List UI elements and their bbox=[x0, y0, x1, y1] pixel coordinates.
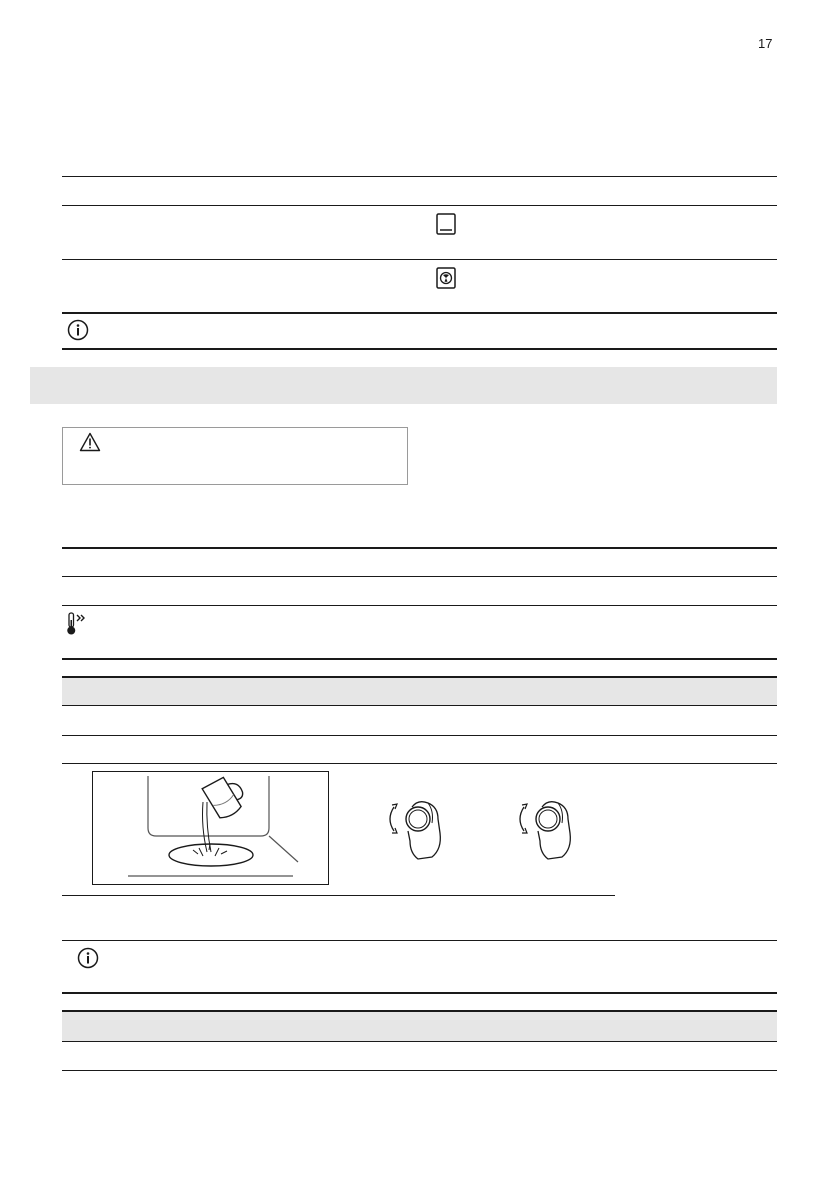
page-number: 17 bbox=[758, 36, 773, 51]
oven-fan-icon bbox=[436, 267, 456, 289]
table-rule bbox=[62, 312, 777, 314]
table-rule bbox=[62, 176, 777, 177]
section-heading-band bbox=[30, 367, 777, 404]
table-rule bbox=[62, 658, 777, 660]
table-rule bbox=[62, 205, 777, 206]
table-rule bbox=[62, 576, 777, 577]
table-rule bbox=[62, 735, 777, 736]
warning-triangle-icon bbox=[79, 432, 101, 452]
table-rule bbox=[62, 895, 615, 896]
rotate-knob-hand-illustration bbox=[518, 793, 578, 868]
table-rule bbox=[62, 348, 777, 350]
table-rule bbox=[62, 547, 777, 549]
fast-heat-thermometer-icon bbox=[66, 612, 92, 636]
table-rule bbox=[62, 992, 777, 994]
info-icon bbox=[67, 319, 89, 341]
table-rule bbox=[62, 1070, 777, 1071]
oven-conventional-icon bbox=[436, 213, 456, 235]
table-rule bbox=[62, 605, 777, 606]
pour-water-illustration bbox=[92, 771, 329, 885]
table-header-band bbox=[62, 1010, 777, 1042]
table-rule bbox=[62, 259, 777, 260]
table-header-band bbox=[62, 676, 777, 706]
warning-box bbox=[62, 427, 408, 485]
info-icon bbox=[77, 947, 99, 969]
rotate-knob-hand-illustration bbox=[388, 793, 448, 868]
table-rule bbox=[62, 940, 777, 941]
table-rule bbox=[62, 763, 777, 764]
